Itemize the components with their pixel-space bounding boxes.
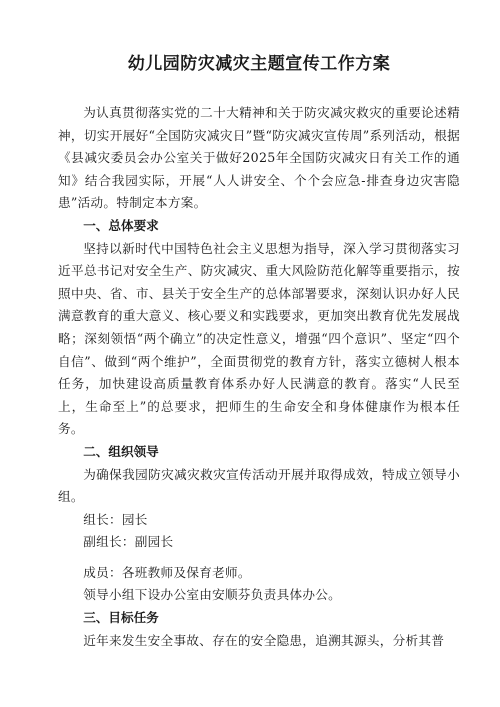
office-line: 领导小组下设办公室由安顺芬负责具体办公。 (83, 587, 342, 603)
goals-paragraph: 近年来发生安全事故、存在的安全隐患，追溯其源头，分析其普 (83, 632, 445, 648)
section-heading-general-requirements: 一、总体要求 (83, 217, 159, 233)
spacer (58, 554, 460, 562)
intro-paragraph: 为认真贯彻落实党的二十大精神和关于防灾减灾救灾的重要论述精神，切实开展好“全国防灾减灾日”暨“防灾减灾宣传周”系列活动，根据《县减灾委员会办公室关于做好2025年全国防灾减灾日有关工作的通知》结合我园实际，开展“人人讲安全、个个会应急-排查身边灾害隐患”活动。特制定本方案。 (58, 105, 460, 211)
general-requirements-paragraph: 坚持以新时代中国特色社会主义思想为指导，深入学习贯彻落实习近平总书记对安全生产、防灾减灾、重大风险防范化解等重要指示，按照中央、省、市、县关于安全生产的总体部署要求，深刻认识办好人民满意教育的重大意义、核心要义和实践要求，更加突出教育优先发展战略；深刻领悟“两个确立”的决定性意义，增强“四个意识”、坚定“四个自信”、做到“两个维护”，全面贯彻党的教育方针，落实立德树人根本任务，加快建设高质量教育体系办好人民满意的教育。落实“人民至上，生命至上”的总要求，把师生的生命安全和身体健康作为根本任务。 (58, 240, 460, 437)
section-heading-goals: 三、目标任务 (83, 610, 159, 626)
members-line: 成员：各班教师及保育老师。 (83, 564, 251, 580)
section-heading-organization: 二、组织领导 (83, 443, 159, 459)
leader-line: 组长：园长 (83, 511, 148, 527)
organization-paragraph: 为确保我园防灾减灾救灾宣传活动开展并取得成效，特成立领导小组。 (58, 466, 460, 505)
deputy-leader-line: 副组长：副园长 (83, 534, 174, 550)
document-title: 幼儿园防灾减灾主题宣传工作方案 (127, 54, 391, 74)
